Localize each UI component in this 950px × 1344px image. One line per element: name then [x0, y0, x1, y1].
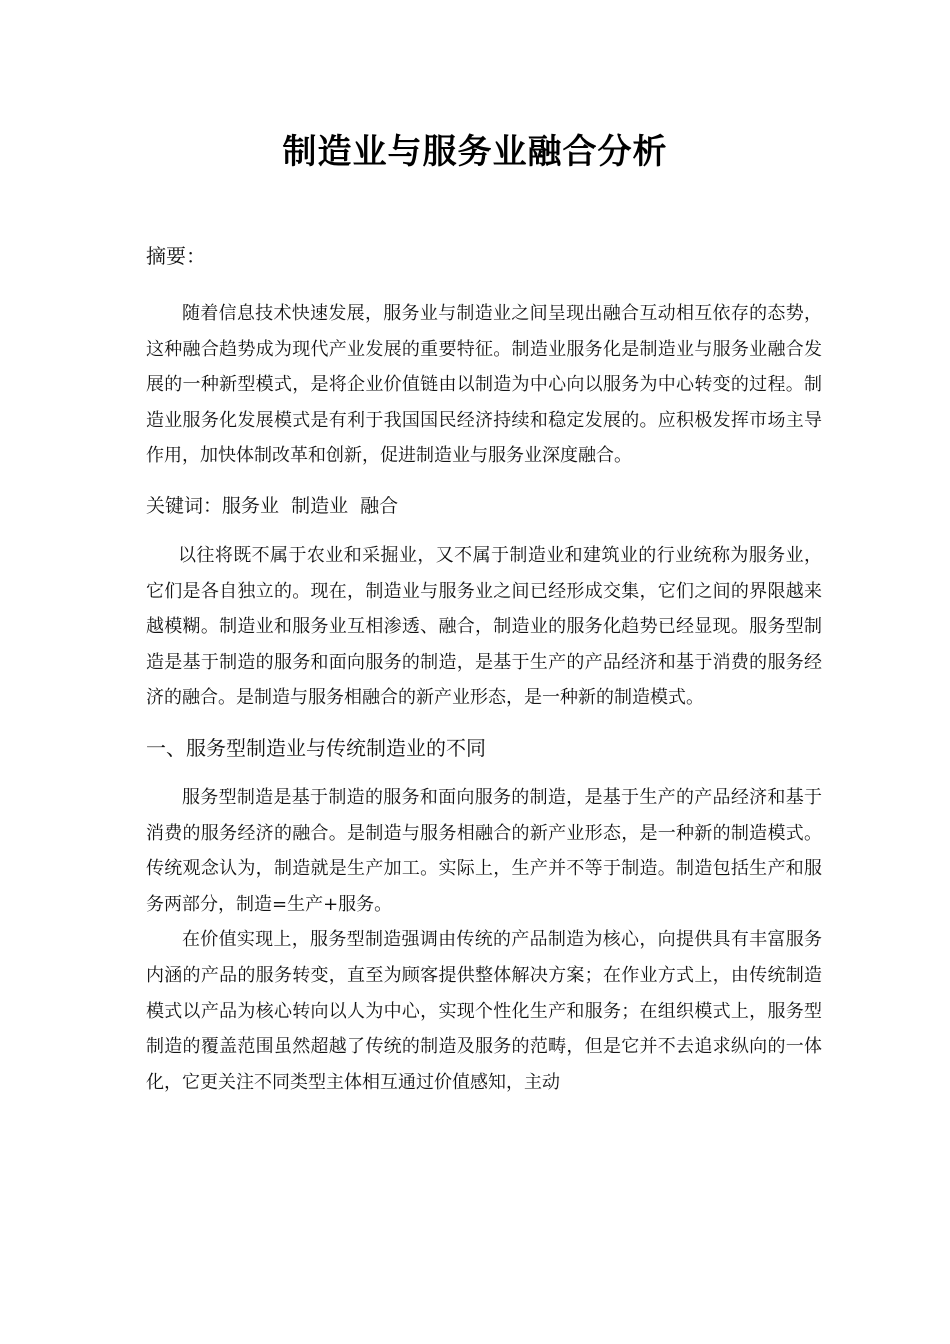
section1-paragraph-1: 服务型制造是基于制造的服务和面向服务的制造，是基于生产的产品经济和基于消费的服务经济的融合。是制造与服务相融合的新产业形态，是一种新的制造模式。传统观念认为，制造就是生产加工。实际上，生产并不等于制造。制造包括生产和服务两部分，制造=生产+服务。 — [146, 786, 822, 915]
section1-paragraph-2: 在价值实现上，服务型制造强调由传统的产品制造为核心，向提供具有丰富服务内涵的产品的服务转变，直至为顾客提供整体解决方案；在作业方式上，由传统制造模式以产品为核心转向以人为中心，实现个性化生产和服务；在组织模式上，服务型制造的覆盖范围虽然超越了传统的制造及服务的范畴，但是它并不去追求纵向的一体化，它更关注不同类型主体相互通过价值感知，主动 — [146, 929, 822, 1093]
intro-paragraph: 以往将既不属于农业和采掘业，又不属于制造业和建筑业的行业统称为服务业，它们是各自独立的。现在，制造业与服务业之间已经形成交集，它们之间的界限越来越模糊。制造业和服务业互相渗透、融合，制造业的服务化趋势已经显现。服务型制造是基于制造的服务和面向服务的制造，是基于生产的产品经济和基于消费的服务经济的融合。是制造与服务相融合的新产业形态，是一种新的制造模式。 — [146, 544, 822, 709]
abstract-paragraph: 随着信息技术快速发展，服务业与制造业之间呈现出融合互动相互依存的态势，这种融合趋势成为现代产业发展的重要特征。制造业服务化是制造业与服务业融合发展的一种新型模式，是将企业价值链由以制造为中心向以服务为中心转变的过程。制造业服务化发展模式是有利于我国国民经济持续和稳定发展的。应积极发挥市场主导作用，加快体制改革和创新，促进制造业与服务业深度融合。 — [146, 303, 822, 467]
document-body — [146, 238, 822, 1100]
section-heading-1: 一、服务型制造业与传统制造业的不同 — [146, 735, 486, 760]
keywords-line: 关键词：服务业 制造业 融合 — [146, 494, 399, 517]
abstract-label: 摘要： — [146, 244, 206, 268]
document-title: 制造业与服务业融合分析 — [282, 132, 668, 172]
